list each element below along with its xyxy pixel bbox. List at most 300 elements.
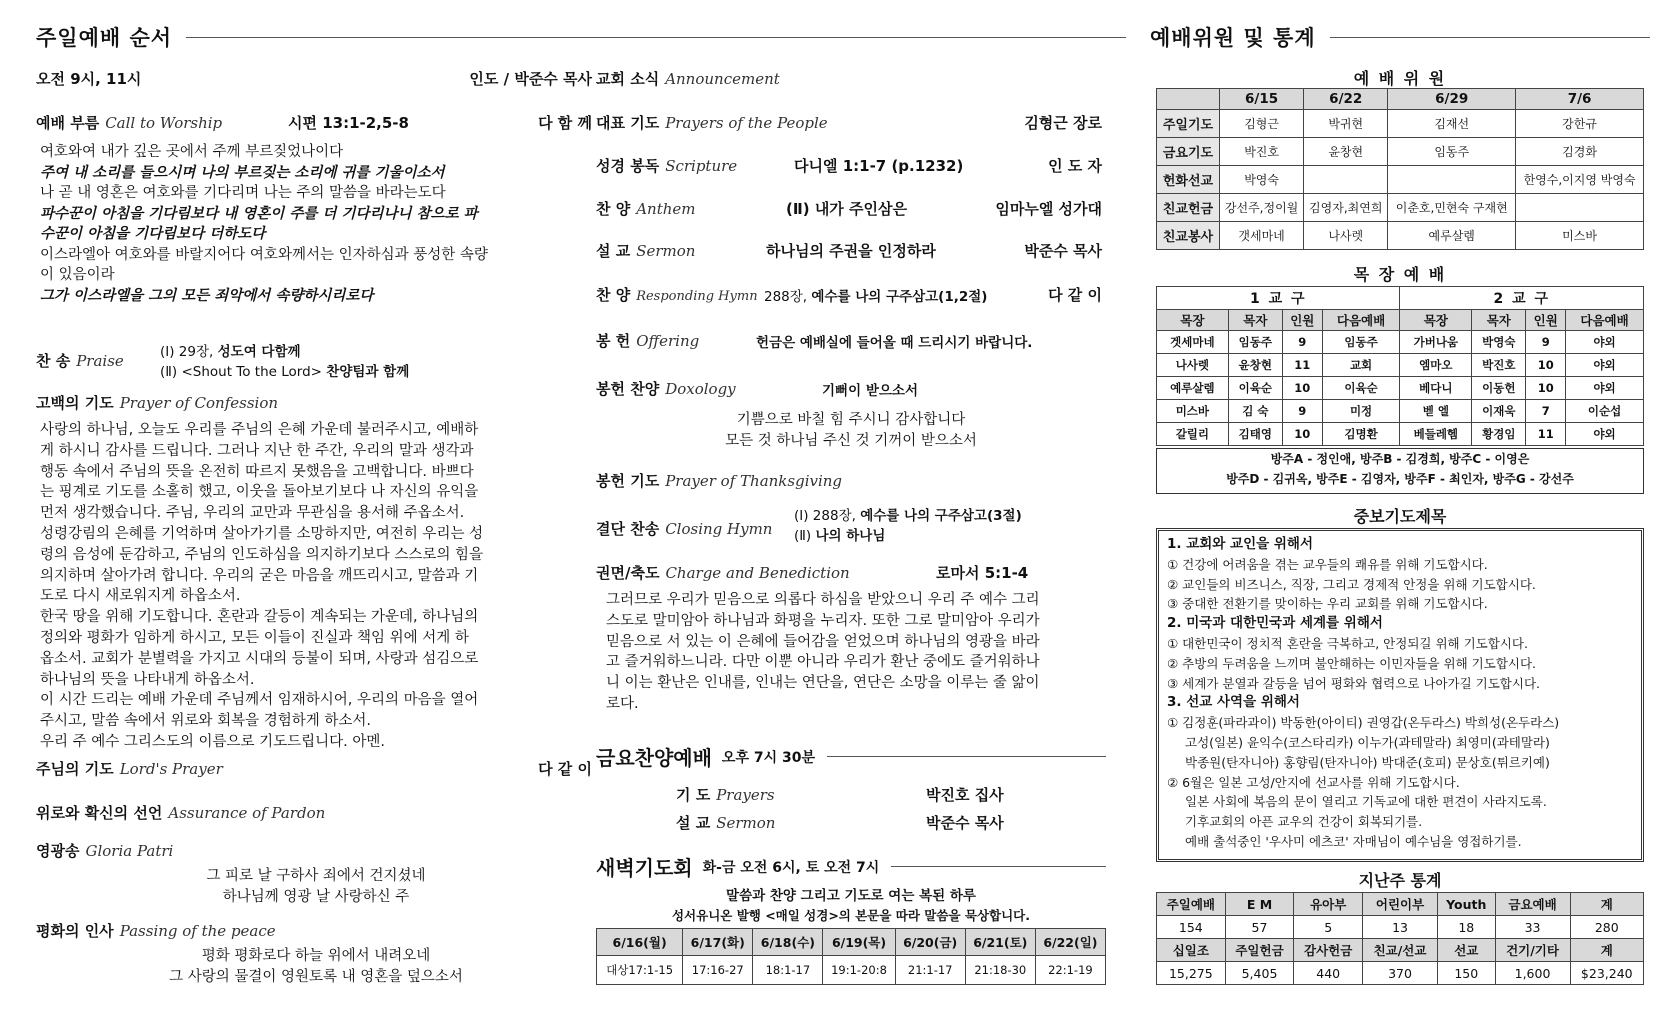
- stats-header: 주일예배: [1157, 893, 1226, 916]
- charge-label: 권면/축도: [596, 564, 660, 582]
- stats-value: 18: [1438, 916, 1495, 939]
- stats-table: [1156, 892, 1644, 985]
- stats-header: 친교/선교: [1363, 939, 1438, 962]
- stats-header: 어린이부: [1363, 893, 1438, 916]
- dawn-ref: 18:1-17: [753, 956, 823, 985]
- intercession-list: [1159, 531, 1641, 856]
- friday-title: 금요찬양예배: [596, 746, 712, 770]
- closing-song1-title: 예수를 나의 구주삼고(3절): [860, 508, 1022, 524]
- charge-ref: 로마서 5:1-4: [936, 564, 1029, 582]
- committee-cell: 미스바: [1516, 222, 1644, 250]
- text-line: 기후교회의 아픈 교우의 건강이 회복되기를.: [1185, 814, 1423, 830]
- text-line: 스도로 말미암아 하나님과 화평을 누리자. 또한 그로 말미암아 우리가: [606, 612, 1040, 629]
- call-who: 다 함 께: [538, 114, 592, 132]
- table-row: [1157, 89, 1644, 110]
- mokjang-cell: 이육순: [1228, 377, 1282, 400]
- committee-title: 예 배 위 원: [1353, 69, 1447, 88]
- mokjang-header: 다음예배: [1566, 310, 1644, 331]
- mokjang-cell: 김태영: [1228, 423, 1282, 446]
- charge-and-benediction: [596, 562, 850, 583]
- mokjang-cell: 7: [1526, 400, 1566, 423]
- committee-cell: 윤창현: [1304, 138, 1388, 166]
- text-line: ② 추방의 두려움을 느끼며 불안해하는 이민자들을 위해 기도합시다.: [1167, 655, 1537, 671]
- doxology-label: 봉헌 찬양: [596, 380, 660, 398]
- dawn-ref: 21:1-17: [895, 956, 965, 985]
- table-row: [1157, 166, 1644, 194]
- mokjang-cell: 10: [1526, 354, 1566, 377]
- friday-rule: [827, 756, 1106, 757]
- mokjang-header: 목장: [1157, 310, 1229, 331]
- committee-role: 금요기도: [1157, 138, 1220, 166]
- gloria-label: 영광송: [36, 842, 80, 860]
- dawn-day: 6/17(화): [683, 929, 753, 956]
- table-row: [1157, 939, 1644, 962]
- mokjang-cell: 임동주: [1228, 331, 1282, 354]
- mokjang-table: [1156, 286, 1644, 446]
- lords-label: 주님의 기도: [36, 760, 114, 778]
- praise-song1-num: (Ⅰ) 29장,: [160, 344, 218, 360]
- prayers-of-people: [596, 112, 828, 133]
- text-line: 성령강림의 은혜를 기억하며 살아가기를 소망하지만, 여전히 우리는 성: [40, 525, 484, 542]
- committee-cell: 한영수,이지영 박영숙: [1516, 166, 1644, 194]
- responding-song: [764, 285, 987, 305]
- text-line: ② 교인들의 비즈니스, 직장, 그리고 경제적 안정을 위해 기도합시다.: [1167, 576, 1536, 592]
- text-line: 한국 땅을 위해 기도합니다. 혼란과 갈등이 계속되는 가운데, 하나님의: [40, 609, 479, 626]
- mokjang-cell: 이순섭: [1566, 400, 1644, 423]
- closing-song1-num: (Ⅰ) 288장,: [794, 508, 861, 524]
- text-line: 1. 교회와 교인을 위해서: [1167, 536, 1313, 552]
- call-to-worship: [36, 112, 222, 133]
- dawn-day: 6/19(목): [823, 929, 895, 956]
- text-line: 이 있음이라: [40, 267, 115, 283]
- committee-role: 친교헌금: [1157, 194, 1220, 222]
- committee-date: 6/29: [1388, 89, 1516, 110]
- assurance-label: 위로와 확신의 선언: [36, 804, 163, 822]
- mokjang-cell: 9: [1282, 331, 1322, 354]
- mokjang-cell: 미정: [1322, 400, 1400, 423]
- committee-role: 헌화선교: [1157, 166, 1220, 194]
- committee-cell: 강선주,정이월: [1220, 194, 1304, 222]
- committee-stats-header: [1150, 22, 1650, 52]
- intercession-title: 중보기도제목: [1353, 507, 1447, 526]
- text-line: 그가 이스라엘을 그의 모든 죄악에서 속량하시리로다: [40, 287, 374, 304]
- lords-who: 다 같 이: [538, 760, 592, 778]
- bangju-line2: 방주D - 김귀옥, 방주E - 김영자, 방주F - 최인자, 방주G - 강선주: [1226, 472, 1574, 486]
- committee-cell: 김경화: [1516, 138, 1644, 166]
- gyogu-label: 2 교 구: [1400, 287, 1644, 310]
- mokjang-cell: 나사렛: [1157, 354, 1229, 377]
- mokjang-cell: 이육순: [1322, 377, 1400, 400]
- responding-en: Responding Hymn: [636, 289, 758, 304]
- anthem-label: 찬 양: [596, 200, 631, 218]
- scripture-label: 성경 봉독: [596, 157, 660, 175]
- mokjang-cell: 9: [1526, 331, 1566, 354]
- mokjang-cell: 윤창현: [1228, 354, 1282, 377]
- closing-song2-title: 나의 하나님: [815, 528, 886, 544]
- friday-sermon-en: Sermon: [716, 814, 776, 832]
- stats-value: 5,405: [1225, 962, 1294, 985]
- table-row: [1157, 194, 1644, 222]
- text-line: 믿음으로 서 있는 이 은혜에 들어감을 얻었으며 하나님의 영광을 바라: [606, 633, 1040, 650]
- doxology-lyrics: [596, 410, 1106, 451]
- committee-cell: 갯세마네: [1220, 222, 1304, 250]
- dawn-day: 6/22(일): [1035, 929, 1105, 956]
- mokjang-cell: 임동주: [1322, 331, 1400, 354]
- dawn-line1: 말씀과 찬양 그리고 기도로 여는 복된 하루: [726, 888, 976, 904]
- anthem-song: (Ⅱ) 내가 주인삼은: [786, 200, 907, 218]
- mokjang-header: 인원: [1526, 310, 1566, 331]
- stats-value: 1,600: [1495, 962, 1570, 985]
- text-line: 하나님의 뜻을 나타내게 하옵소서.: [40, 671, 255, 688]
- corner-cell: [1157, 89, 1220, 110]
- table-row: [1157, 331, 1644, 354]
- committee-role: 친교봉사: [1157, 222, 1220, 250]
- dawn-line2: 성서유니온 발행 <매일 성경>의 본문을 따라 말씀을 묵상합니다.: [671, 908, 1031, 923]
- text-line: ② 6월은 일본 고성/안지에 선교사를 위해 기도합시다.: [1167, 774, 1460, 790]
- committee-stats-title: 예배위원 및 통계: [1150, 26, 1316, 50]
- responding-who: 다 같 이: [1048, 286, 1102, 304]
- friday-prayer-label: 기 도: [676, 786, 711, 804]
- table-row: [1157, 962, 1644, 985]
- stats-header: 선교: [1438, 939, 1495, 962]
- right-header-rule: [1330, 37, 1650, 38]
- stats-header: 금요예배: [1495, 893, 1570, 916]
- text-line: 박종원(탄자니아) 홍향림(탄자니아) 박대준(호피) 문상호(튀르키예): [1185, 754, 1550, 770]
- committee-date: 7/6: [1516, 89, 1644, 110]
- closing-label: 결단 찬송: [596, 520, 660, 538]
- text-line: ① 김정훈(파라과이) 박동한(아이티) 권영갑(온두라스) 박희성(온두라스): [1167, 715, 1560, 731]
- friday-sermon: [676, 812, 775, 833]
- assurance-of-pardon: [36, 802, 325, 823]
- table-row: [1157, 377, 1644, 400]
- mokjang-header: 인원: [1282, 310, 1322, 331]
- committee-cell: 강한규: [1516, 110, 1644, 138]
- mokjang-cell: 황경임: [1472, 423, 1526, 446]
- sermon: [596, 240, 695, 261]
- service-leader: 인도 / 박준수 목사: [469, 70, 592, 88]
- prayer-of-thanksgiving: [596, 470, 842, 491]
- scripture-en: Scripture: [665, 157, 738, 175]
- dawn-prayer-header: [596, 852, 1106, 881]
- mokjang-cell: 베다니: [1400, 377, 1472, 400]
- dawn-time: 화-금 오전 6시, 토 오전 7시: [702, 859, 880, 876]
- gloria-line1: 그 피로 날 구하사 죄에서 건지셨네: [206, 868, 426, 884]
- text-line: 예배 출석중인 '우사미 에츠코' 자매님이 예수님을 영접하기를.: [1185, 833, 1522, 849]
- doxology-line2: 모든 것 하나님 주신 것 기꺼이 받으소서: [725, 432, 977, 449]
- gloria-en: Gloria Patri: [85, 842, 174, 860]
- stats-header: 감사헌금: [1294, 939, 1363, 962]
- committee-cell: 박귀현: [1304, 110, 1388, 138]
- gyogu-label: 1 교 구: [1157, 287, 1400, 310]
- praise-song2-title: 찬양팀과 함께: [326, 364, 410, 380]
- friday-prayer-en: Prayers: [716, 786, 775, 804]
- gloria-patri: [36, 840, 173, 861]
- prayer-label: 대표 기도: [596, 114, 660, 132]
- stats-value: 13: [1363, 916, 1438, 939]
- praise-song1-title: 성도여 다함께: [217, 344, 301, 360]
- text-line: 먼저 생각했습니다. 주님, 우리의 교만과 무관심을 용서해 주옵소서.: [40, 505, 465, 522]
- text-line: 옵소서. 교회가 분별력을 가지고 시대의 등불이 되며, 사랑과 섬김으로: [40, 650, 479, 667]
- table-row: [1157, 287, 1644, 310]
- table-row: [1157, 310, 1644, 331]
- table-row: [1157, 423, 1644, 446]
- gloria-lyrics: [36, 866, 596, 907]
- dawn-ref: 19:1-20:8: [823, 956, 895, 985]
- stats-header: 유아부: [1294, 893, 1363, 916]
- text-line: 이 시간 드리는 예배 가운데 주님께서 임재하시어, 우리의 마음을 열어: [40, 692, 479, 709]
- stats-header: 계: [1570, 939, 1643, 962]
- dawn-day: 6/18(수): [753, 929, 823, 956]
- text-line: 3. 선교 사역을 위해서: [1167, 694, 1300, 711]
- mokjang-cell: 교회: [1322, 354, 1400, 377]
- text-line: 정의와 평화가 임하게 하시고, 모든 이들이 진실과 책임 위에 서게 하: [40, 629, 469, 646]
- mokjang-header: 목자: [1228, 310, 1282, 331]
- committee-cell: 이춘호,민현숙 구재현: [1388, 194, 1516, 222]
- text-line: 로다.: [606, 695, 639, 712]
- committee-cell: 임동주: [1388, 138, 1516, 166]
- responding-num: 288장,: [764, 289, 812, 305]
- text-line: ① 대한민국이 정치적 혼란을 극복하고, 안정되길 위해 기도합시다.: [1167, 635, 1528, 651]
- closing-en: Closing Hymn: [665, 520, 773, 538]
- praise: [36, 350, 124, 371]
- mokjang-cell: 10: [1282, 377, 1322, 400]
- committee-date: 6/15: [1220, 89, 1304, 110]
- confession-text: [40, 420, 596, 753]
- dawn-ref: 17:16-27: [683, 956, 753, 985]
- mokjang-title: 목 장 예 배: [1353, 265, 1447, 284]
- lords-prayer: [36, 758, 223, 779]
- committee-cell: 김영자,최연희: [1304, 194, 1388, 222]
- peace-label: 평화의 인사: [36, 922, 114, 940]
- thanks-label: 봉헌 기도: [596, 472, 660, 490]
- stats-value: 5: [1294, 916, 1363, 939]
- text-line: 의지하며 살아가려 합니다. 우리의 굳은 마음을 깨뜨리시고, 말씀과 기: [40, 567, 479, 584]
- mokjang-header: 목자: [1472, 310, 1526, 331]
- friday-sermon-who: 박준수 목사: [926, 814, 1004, 832]
- call-ref: 시편 13:1-2,5-8: [288, 114, 409, 132]
- stats-header: E M: [1225, 893, 1294, 916]
- text-line: ① 건강에 어려움을 겪는 교우들의 쾌유를 위해 기도합시다.: [1167, 556, 1488, 572]
- order-of-worship-title: 주일예배 순서: [36, 26, 173, 50]
- text-line: ③ 중대한 전환기를 맞이하는 우리 교회를 위해 기도합시다.: [1167, 596, 1488, 612]
- dawn-schedule-table: [596, 928, 1106, 985]
- text-line: 일본 사회에 복음의 문이 열리고 기독교에 대한 편견이 사라지도록.: [1185, 794, 1547, 810]
- dawn-day: 6/16(월): [597, 929, 683, 956]
- text-line: 는 핑계로 기도를 소홀히 했고, 이웃을 돌아보기보다 나 자신의 유익을: [40, 484, 479, 501]
- stats-header: 건기/기타: [1495, 939, 1570, 962]
- peace-line1: 평화 평화로다 하늘 위에서 내려오네: [201, 948, 431, 964]
- peace-en: Passing of the peace: [119, 922, 276, 940]
- dawn-rule: [891, 866, 1106, 867]
- table-row: [1157, 110, 1644, 138]
- text-line: 도로 다시 새로워지게 하옵소서.: [40, 588, 241, 605]
- text-line: 고성(일본) 윤익수(코스타리카) 이누가(과테말라) 최영미(과테말라): [1185, 734, 1550, 750]
- text-line: 우리 주 예수 그리스도의 이름으로 기도드립니다. 아멘.: [40, 733, 386, 750]
- text-line: 수꾼이 아침을 기다림보다 더하도다: [40, 226, 266, 242]
- text-line: 주시고, 말씀 속에서 위로와 회복을 경험하게 하소서.: [40, 713, 372, 730]
- text-line: 니 이는 환난은 인내를, 인내는 연단을, 연단은 소망을 이루는 줄 앎이: [606, 675, 1040, 692]
- lords-en: Lord's Prayer: [119, 760, 223, 778]
- praise-song2-num: (Ⅱ) <Shout To the Lord>: [160, 364, 327, 380]
- responding-title: 예수를 나의 구주삼고(1,2절): [811, 289, 988, 305]
- prayer-of-confession: [36, 392, 278, 413]
- mokjang-cell: 야외: [1566, 377, 1644, 400]
- mokjang-cell: 9: [1282, 400, 1322, 423]
- closing-songs: [794, 506, 1022, 546]
- dawn-ref: 21:18-30: [965, 956, 1035, 985]
- thanks-en: Prayer of Thanksgiving: [665, 472, 843, 490]
- order-of-worship-header: [36, 22, 1126, 52]
- mokjang-cell: 김명환: [1322, 423, 1400, 446]
- stats-value: 154: [1157, 916, 1226, 939]
- passing-of-peace: [36, 920, 276, 941]
- dawn-ref: 22:1-19: [1035, 956, 1105, 985]
- stats-header: Youth: [1438, 893, 1495, 916]
- committee-cell: [1388, 166, 1516, 194]
- text-line: 사랑의 하나님, 오늘도 우리를 주님의 은혜 가운데 불러주시고, 예배하: [40, 422, 479, 438]
- stats-value: 280: [1570, 916, 1643, 939]
- committee-cell: 나사렛: [1304, 222, 1388, 250]
- stats-header: 계: [1570, 893, 1643, 916]
- mokjang-cell: 이재욱: [1472, 400, 1526, 423]
- friday-service-header: [596, 742, 1106, 771]
- friday-time: 오후 7시 30분: [721, 749, 815, 766]
- table-row: [1157, 893, 1644, 916]
- mokjang-cell: 11: [1282, 354, 1322, 377]
- text-line: 이스라엘아 여호와를 바랄지어다 여호와께서는 인자하심과 풍성한 속량: [40, 246, 488, 263]
- dawn-ref: 대상17:1-15: [597, 956, 683, 985]
- dawn-day: 6/20(금): [895, 929, 965, 956]
- text-line: 2. 미국과 대한민국과 세계를 위해서: [1167, 615, 1383, 632]
- stats-value: 33: [1495, 916, 1570, 939]
- prayer-en: Prayers of the People: [665, 114, 828, 132]
- announce-label: 교회 소식: [596, 70, 660, 88]
- praise-songs: [160, 342, 409, 382]
- mokjang-cell: 10: [1282, 423, 1322, 446]
- mokjang-header: 목장: [1400, 310, 1472, 331]
- sermon-label: 설 교: [596, 242, 631, 260]
- stats-value: 440: [1294, 962, 1363, 985]
- mokjang-cell: 10: [1526, 377, 1566, 400]
- friday-prayer: [676, 784, 775, 805]
- table-row: [1157, 222, 1644, 250]
- stats-value: 57: [1225, 916, 1294, 939]
- confession-label: 고백의 기도: [36, 394, 114, 412]
- praise-en: Praise: [76, 352, 124, 370]
- peace-lyrics: [36, 946, 596, 987]
- committee-role: 주일기도: [1157, 110, 1220, 138]
- anthem: [596, 198, 696, 219]
- table-row: [597, 929, 1106, 956]
- intercession-box: [1156, 528, 1644, 862]
- doxology-title: 기뻐이 받으소서: [822, 383, 918, 399]
- scripture-ref: 다니엘 1:1-7 (p.1232): [794, 157, 964, 175]
- peace-line2: 그 사랑의 물결이 영원토록 내 영혼을 덮으소서: [169, 968, 463, 985]
- text-line: 나 곧 내 영혼은 여호와를 기다리며 나는 주의 말씀을 바라는도다: [40, 185, 446, 201]
- mokjang-cell: 벧 엘: [1400, 400, 1472, 423]
- closing-song2-num: (Ⅱ): [794, 528, 816, 544]
- mokjang-cell: 김 숙: [1228, 400, 1282, 423]
- table-row: [1157, 400, 1644, 423]
- stats-value: 15,275: [1157, 962, 1226, 985]
- header-rule: [186, 37, 1126, 38]
- call-text: [40, 142, 596, 306]
- mokjang-cell: 엠마오: [1400, 354, 1472, 377]
- mokjang-cell: 박진호: [1472, 354, 1526, 377]
- gloria-line2: 하나님께 영광 날 사랑하신 주: [222, 888, 410, 905]
- sermon-title: 하나님의 주권을 인정하라: [766, 242, 936, 260]
- text-line: ③ 세계가 분열과 갈등을 넘어 평화와 협력으로 나아가길 기도합시다.: [1167, 675, 1540, 691]
- closing-hymn: [596, 518, 772, 539]
- call-label: 예배 부름: [36, 114, 100, 132]
- doxology: [596, 378, 736, 399]
- stats-value: 150: [1438, 962, 1495, 985]
- committee-date: 6/22: [1304, 89, 1388, 110]
- friday-prayer-who: 박진호 집사: [926, 786, 1004, 804]
- committee-cell: [1304, 166, 1388, 194]
- scripture-who: 인 도 자: [1048, 157, 1102, 175]
- stats-header: 주일헌금: [1225, 939, 1294, 962]
- stats-value: 370: [1363, 962, 1438, 985]
- praise-label: 찬 송: [36, 352, 71, 370]
- text-line: 게 하시니 감사를 드립니다. 그러나 지난 한 주간, 우리의 말과 생각과: [40, 442, 474, 459]
- sermon-en: Sermon: [636, 242, 696, 260]
- mokjang-cell: 야외: [1566, 331, 1644, 354]
- table-row: [1157, 138, 1644, 166]
- mokjang-cell: 겟세마네: [1157, 331, 1229, 354]
- committee-cell: [1516, 194, 1644, 222]
- mokjang-cell: 미스바: [1157, 400, 1229, 423]
- offering-label: 봉 헌: [596, 332, 631, 350]
- table-row: [597, 956, 1106, 985]
- mokjang-cell: 이동헌: [1472, 377, 1526, 400]
- assurance-en: Assurance of Pardon: [168, 804, 326, 822]
- committee-cell: 김형근: [1220, 110, 1304, 138]
- stats-value: $23,240: [1570, 962, 1643, 985]
- service-time: 오전 9시, 11시: [36, 70, 142, 88]
- anthem-who: 임마누엘 성가대: [995, 200, 1102, 218]
- text-line: 파수꾼이 아침을 기다림보다 내 영혼이 주를 더 기다리나니 참으로 파: [40, 205, 478, 222]
- mokjang-cell: 베들레헴: [1400, 423, 1472, 446]
- offering: [596, 330, 699, 351]
- confession-en: Prayer of Confession: [119, 394, 279, 412]
- offering-en: Offering: [636, 332, 700, 350]
- friday-sermon-label: 설 교: [676, 814, 711, 832]
- sermon-who: 박준수 목사: [1024, 242, 1102, 260]
- stats-title: 지난주 통계: [1358, 871, 1442, 890]
- announce-en: Announcement: [665, 70, 780, 88]
- prayer-who: 김형근 장로: [1024, 114, 1102, 132]
- call-en: Call to Worship: [105, 114, 223, 132]
- stats-header: 십일조: [1157, 939, 1226, 962]
- table-row: [1157, 354, 1644, 377]
- text-line: 그러므로 우리가 믿음으로 의롭다 하심을 받았으니 우리 주 예수 그리: [606, 592, 1040, 608]
- mokjang-cell: 갈릴리: [1157, 423, 1229, 446]
- responding-label: 찬 양: [596, 286, 631, 304]
- announcement: [596, 68, 780, 89]
- mokjang-header: 다음예배: [1322, 310, 1400, 331]
- table-row: [1157, 916, 1644, 939]
- text-line: 여호와여 내가 깊은 곳에서 주께 부르짖었나이다: [40, 144, 344, 160]
- text-line: 행동 속에서 주님의 뜻을 온전히 따르지 못했음을 고백합니다. 바쁘다: [40, 463, 474, 480]
- charge-en: Charge and Benediction: [665, 564, 850, 582]
- text-line: 주여 내 소리를 들으시며 나의 부르짖는 소리에 귀를 기울이소서: [40, 164, 445, 181]
- mokjang-cell: 야외: [1566, 354, 1644, 377]
- committee-cell: 박영숙: [1220, 166, 1304, 194]
- committee-cell: 김재선: [1388, 110, 1516, 138]
- responding-hymn: [596, 284, 758, 305]
- charge-text: [606, 590, 1106, 715]
